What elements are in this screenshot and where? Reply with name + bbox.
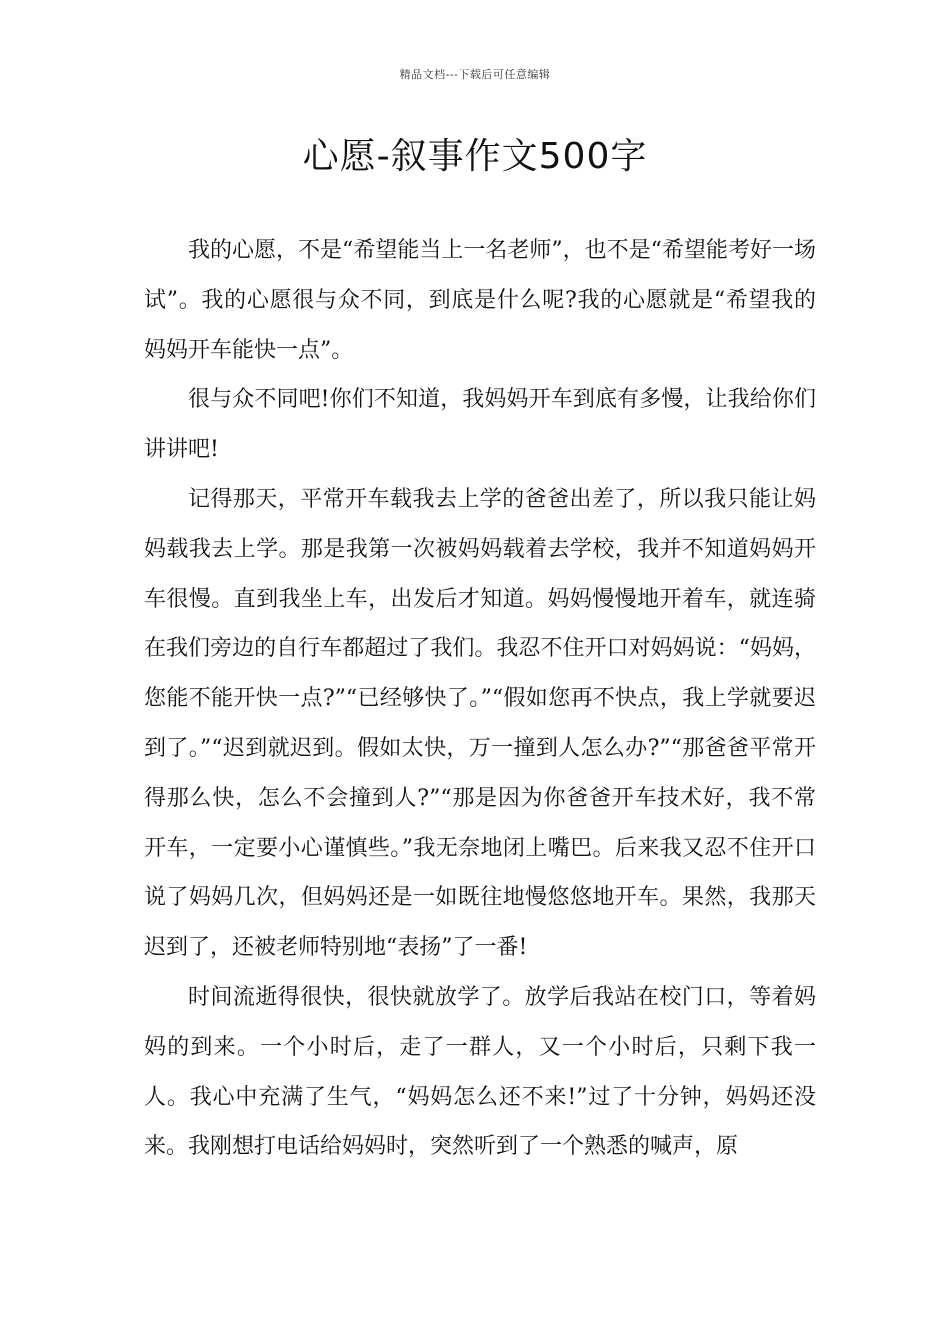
paragraph-2: 很与众不同吧!你们不知道，我妈妈开车到底有多慢，让我给你们讲讲吧! bbox=[144, 387, 816, 463]
header-note: 精品文档---下载后可任意编辑 bbox=[399, 68, 551, 81]
paragraph-1: 我的心愿，不是“希望能当上一名老师”，也不是“希望能考好一场试”。我的心愿很与众不同，到底是什么呢?我的心愿就是“希望我的妈妈开车能快一点”。 bbox=[144, 238, 816, 363]
paragraph-4: 时间流逝得很快，很快就放学了。放学后我站在校门口，等着妈妈的到来。一个小时后，走了一群人，又一个小时后，只剩下我一人。我心中充满了生气，“妈妈怎么还不来!”过了十分钟，妈妈还没来。我刚想打电话给妈妈时，突然听到了一个熟悉的喊声，原 bbox=[144, 984, 816, 1160]
paragraph-3: 记得那天，平常开车载我去上学的爸爸出差了，所以我只能让妈妈载我去上学。那是我第一次被妈妈载着去学校，我并不知道妈妈开车很慢。直到我坐上车，出发后才知道。妈妈慢慢地开着车，就连骑在我们旁边的自行车都超过了我们。我忍不住开口对妈妈说：“妈妈，您能不能开快一点?”“已经够快了。”“假如您再不快点，我上学就要迟到了。”“迟到就迟到。假如太快，万一撞到人怎么办?”“那爸爸平常开得那么快，怎么不会撞到人?”“那是因为你爸爸开车技术好，我不常开车，一定要小心谨慎些。”我无奈地闭上嘴巴。后来我又忍不住开口说了妈妈几次，但妈妈还是一如既往地慢悠悠地开车。果然，我那天迟到了，还被老师特别地“表扬”了一番! bbox=[144, 486, 816, 961]
essay-body bbox=[144, 226, 816, 1172]
document-title: 心愿-叙事作文500字 bbox=[302, 136, 648, 177]
